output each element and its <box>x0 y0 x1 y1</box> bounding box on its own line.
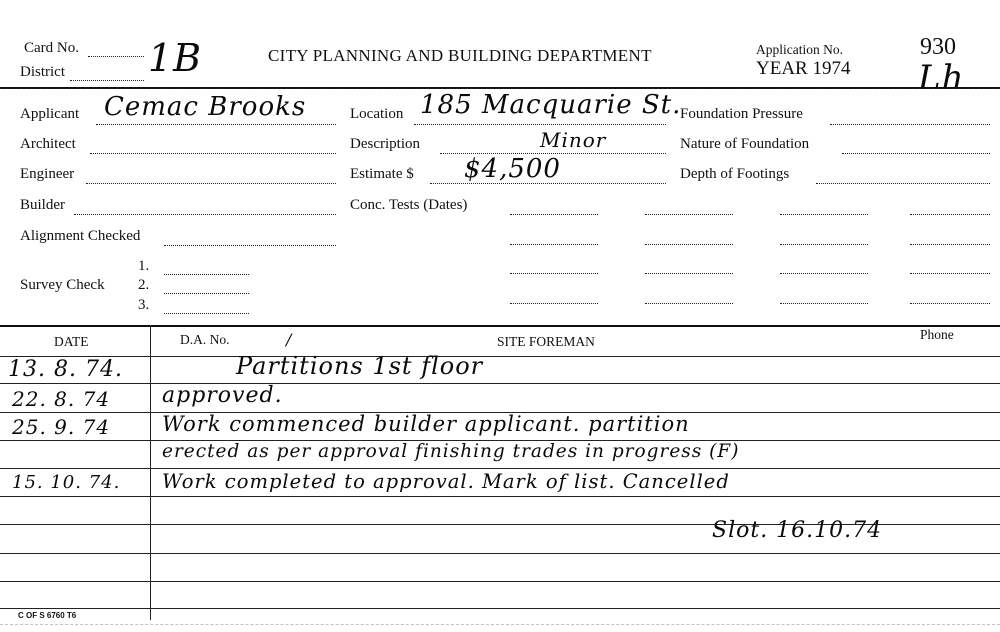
survey-1-line <box>164 274 249 275</box>
alignment-label: Alignment Checked <box>20 228 141 244</box>
builder-label: Builder <box>20 197 65 213</box>
estimate-value: $4,500 <box>464 154 561 184</box>
applicant-label: Applicant <box>20 106 80 122</box>
log-row-line-2 <box>0 383 1000 384</box>
site-foreman-header: SITE FOREMAN <box>497 334 595 349</box>
depth-footings-label: Depth of Footings <box>680 166 790 182</box>
location-line <box>414 124 666 125</box>
survey-2-line <box>164 293 249 294</box>
conc-test-row3-line-3 <box>780 273 868 274</box>
location-value: 185 Macquarie St. <box>420 90 682 120</box>
architect-label: Architect <box>20 136 76 152</box>
conc-test-row2-line-3 <box>780 244 868 245</box>
da-no-mark: / <box>286 330 293 349</box>
log-row-line-1 <box>0 356 1000 357</box>
conc-test-line-1 <box>510 214 598 215</box>
entry-2-text: approved. <box>162 383 283 408</box>
alignment-line <box>164 245 336 246</box>
survey-2-label: 2. <box>138 277 150 293</box>
nature-foundation-label: Nature of Foundation <box>680 136 810 152</box>
log-row-line-9 <box>0 581 1000 582</box>
fold-mark-bottom <box>0 624 1000 625</box>
estimate-label: Estimate $ <box>350 166 414 182</box>
conc-test-row4-line-4 <box>910 303 990 304</box>
conc-test-row3-line-4 <box>910 273 990 274</box>
survey-3-label: 3. <box>138 297 150 313</box>
conc-tests-label: Conc. Tests (Dates) <box>350 197 468 213</box>
date-header: DATE <box>54 334 89 349</box>
card-no-line <box>88 56 144 57</box>
entry-2-date: 22. 8. 74 <box>12 387 111 411</box>
application-suffix: Lh <box>918 58 965 98</box>
year: YEAR 1974 <box>756 58 851 79</box>
conc-test-row2-line-4 <box>910 244 990 245</box>
application-no-value: 930 <box>920 34 956 60</box>
entry-5-text: Work completed to approval. Mark of list. Cancelled <box>162 470 730 493</box>
form-code: C OF S 6760 T6 <box>18 611 77 620</box>
entry-3-text: Work commenced builder applicant. partition <box>162 412 690 436</box>
fold-mark-top <box>0 88 1000 89</box>
phone-header: Phone <box>920 327 954 342</box>
conc-test-line-3 <box>780 214 868 215</box>
applicant-value: Cemac Brooks <box>104 92 307 122</box>
entry-1-date: 13. 8. 74. <box>8 357 123 382</box>
description-value: Minor <box>540 128 607 152</box>
conc-test-row4-line-3 <box>780 303 868 304</box>
survey-check-label: Survey Check <box>20 277 105 293</box>
log-row-line-6 <box>0 496 1000 497</box>
conc-test-row4-line-2 <box>645 303 733 304</box>
conc-test-line-4 <box>910 214 990 215</box>
engineer-line <box>86 183 336 184</box>
entry-5-date: 15. 10. 74. <box>12 472 121 493</box>
application-no-label: Application No. <box>756 42 843 57</box>
applicant-line <box>96 124 336 125</box>
conc-test-row3-line-1 <box>510 273 598 274</box>
log-row-line-5 <box>0 468 1000 469</box>
district-label: District <box>20 64 65 80</box>
card-no-value: 1B <box>148 36 203 80</box>
builder-line <box>74 214 336 215</box>
log-row-line-8 <box>0 553 1000 554</box>
engineer-label: Engineer <box>20 166 75 182</box>
depth-footings-line <box>816 183 990 184</box>
foundation-pressure-label: Foundation Pressure <box>680 106 803 122</box>
conc-test-line-2 <box>645 214 733 215</box>
architect-line <box>90 153 336 154</box>
signature: Slot. 16.10.74 <box>712 518 883 543</box>
da-no-header: D.A. No. <box>180 332 230 347</box>
survey-3-line <box>164 313 249 314</box>
entry-1-text: Partitions 1st floor <box>236 352 484 380</box>
location-label: Location <box>350 106 404 122</box>
log-row-line-10 <box>0 608 1000 609</box>
entry-3-date: 25. 9. 74 <box>12 415 111 439</box>
foundation-pressure-line <box>830 124 990 125</box>
entry-4-text: erected as per approval finishing trades in progress (F) <box>162 441 740 462</box>
survey-1-label: 1. <box>138 258 150 274</box>
conc-test-row4-line-1 <box>510 303 598 304</box>
district-line <box>70 80 144 81</box>
conc-test-row3-line-2 <box>645 273 733 274</box>
department-title: CITY PLANNING AND BUILDING DEPARTMENT <box>268 46 652 65</box>
conc-test-row2-line-1 <box>510 244 598 245</box>
date-column-divider <box>150 325 151 620</box>
conc-test-row2-line-2 <box>645 244 733 245</box>
nature-foundation-line <box>842 153 990 154</box>
card-no-label: Card No. <box>24 40 79 56</box>
description-label: Description <box>350 136 420 152</box>
